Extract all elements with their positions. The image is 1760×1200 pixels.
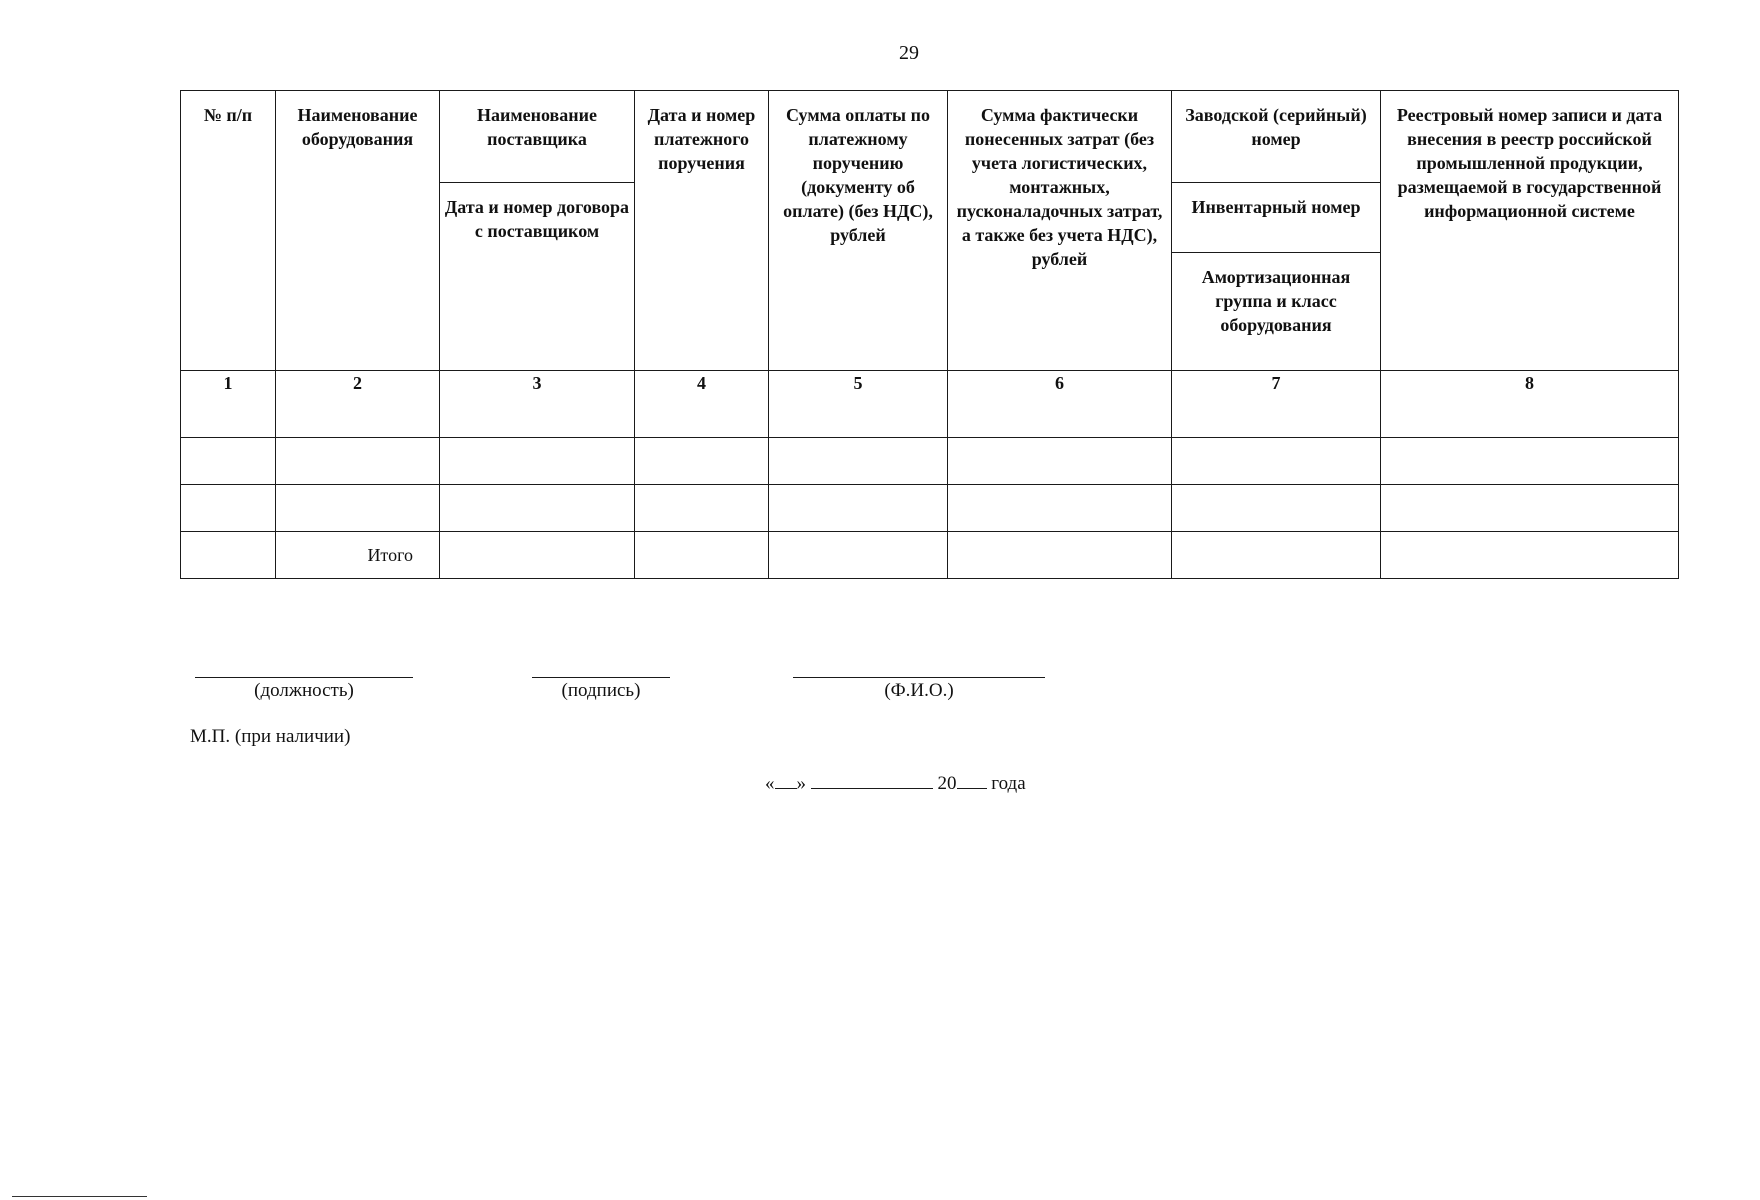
table-cell [1172, 438, 1381, 485]
page-number: 29 [899, 42, 919, 64]
signature-caption: (подпись) [561, 680, 641, 701]
column-number: 1 [181, 371, 276, 438]
header-contract-date-number: Дата и номер договора с поставщиком [440, 183, 635, 371]
table-cell [440, 438, 635, 485]
signature-line [532, 677, 670, 678]
table-cell [635, 532, 769, 579]
table-cell [276, 438, 440, 485]
month-blank [811, 770, 933, 789]
header-inventory-number: Инвентарный номер [1172, 183, 1381, 253]
table-cell [1172, 532, 1381, 579]
header-registry-number: Реестровый номер записи и дата внесения в реестр российской промышленной продукции, размещаемой в государственной информационной системе [1381, 91, 1679, 371]
close-quote: » [796, 773, 806, 794]
table-cell [181, 485, 276, 532]
table-cell [1381, 438, 1679, 485]
day-blank [775, 770, 797, 789]
header-payment-order: Дата и номер платежного поручения [635, 91, 769, 371]
table-cell [1172, 485, 1381, 532]
table-row [181, 438, 1679, 485]
column-number: 7 [1172, 371, 1381, 438]
table-cell [276, 485, 440, 532]
table-cell [769, 532, 948, 579]
table-cell [948, 485, 1172, 532]
table-cell [948, 532, 1172, 579]
header-depreciation-group: Амортизационная группа и класс оборудования [1172, 253, 1381, 371]
year-suffix: года [991, 773, 1026, 794]
stamp-note: М.П. (при наличии) [190, 726, 351, 747]
total-row [181, 532, 1679, 579]
full-name-line [793, 677, 1045, 678]
column-number: 6 [948, 371, 1172, 438]
full-name-caption: (Ф.И.О.) [884, 680, 954, 701]
header-row-number: № п/п [181, 91, 276, 371]
column-number: 3 [440, 371, 635, 438]
total-label: Итого [276, 532, 440, 579]
header-supplier-name: Наименование поставщика [440, 91, 635, 183]
footnote-line [12, 1196, 147, 1197]
column-number: 4 [635, 371, 769, 438]
column-number: 5 [769, 371, 948, 438]
column-number: 2 [276, 371, 440, 438]
table-cell [181, 438, 276, 485]
header-actual-costs: Сумма фактически понесенных затрат (без учета логистических, монтажных, пусконаладочных затрат, а также без учета НДС), рублей [948, 91, 1172, 371]
table-cell [635, 438, 769, 485]
table-cell [948, 438, 1172, 485]
column-number: 8 [1381, 371, 1679, 438]
table-cell [440, 532, 635, 579]
header-equipment-name: Наименование оборудования [276, 91, 440, 371]
equipment-report-table [180, 90, 1679, 579]
date-line [765, 770, 1026, 795]
table-cell [769, 438, 948, 485]
table-row [181, 485, 1679, 532]
table-cell [769, 485, 948, 532]
position-signature-line [195, 677, 413, 678]
header-serial-number: Заводской (серийный) номер [1172, 91, 1381, 183]
year-blank [957, 770, 987, 789]
table-cell [181, 532, 276, 579]
column-numbers-row [181, 371, 1679, 438]
table-cell [635, 485, 769, 532]
header-payment-amount: Сумма оплаты по платежному поручению (документу об оплате) (без НДС), рублей [769, 91, 948, 371]
position-caption: (должность) [254, 680, 354, 701]
table-cell [440, 485, 635, 532]
table-cell [1381, 485, 1679, 532]
year-prefix: 20 [937, 773, 957, 794]
table-cell [1381, 532, 1679, 579]
open-quote: « [765, 773, 775, 794]
